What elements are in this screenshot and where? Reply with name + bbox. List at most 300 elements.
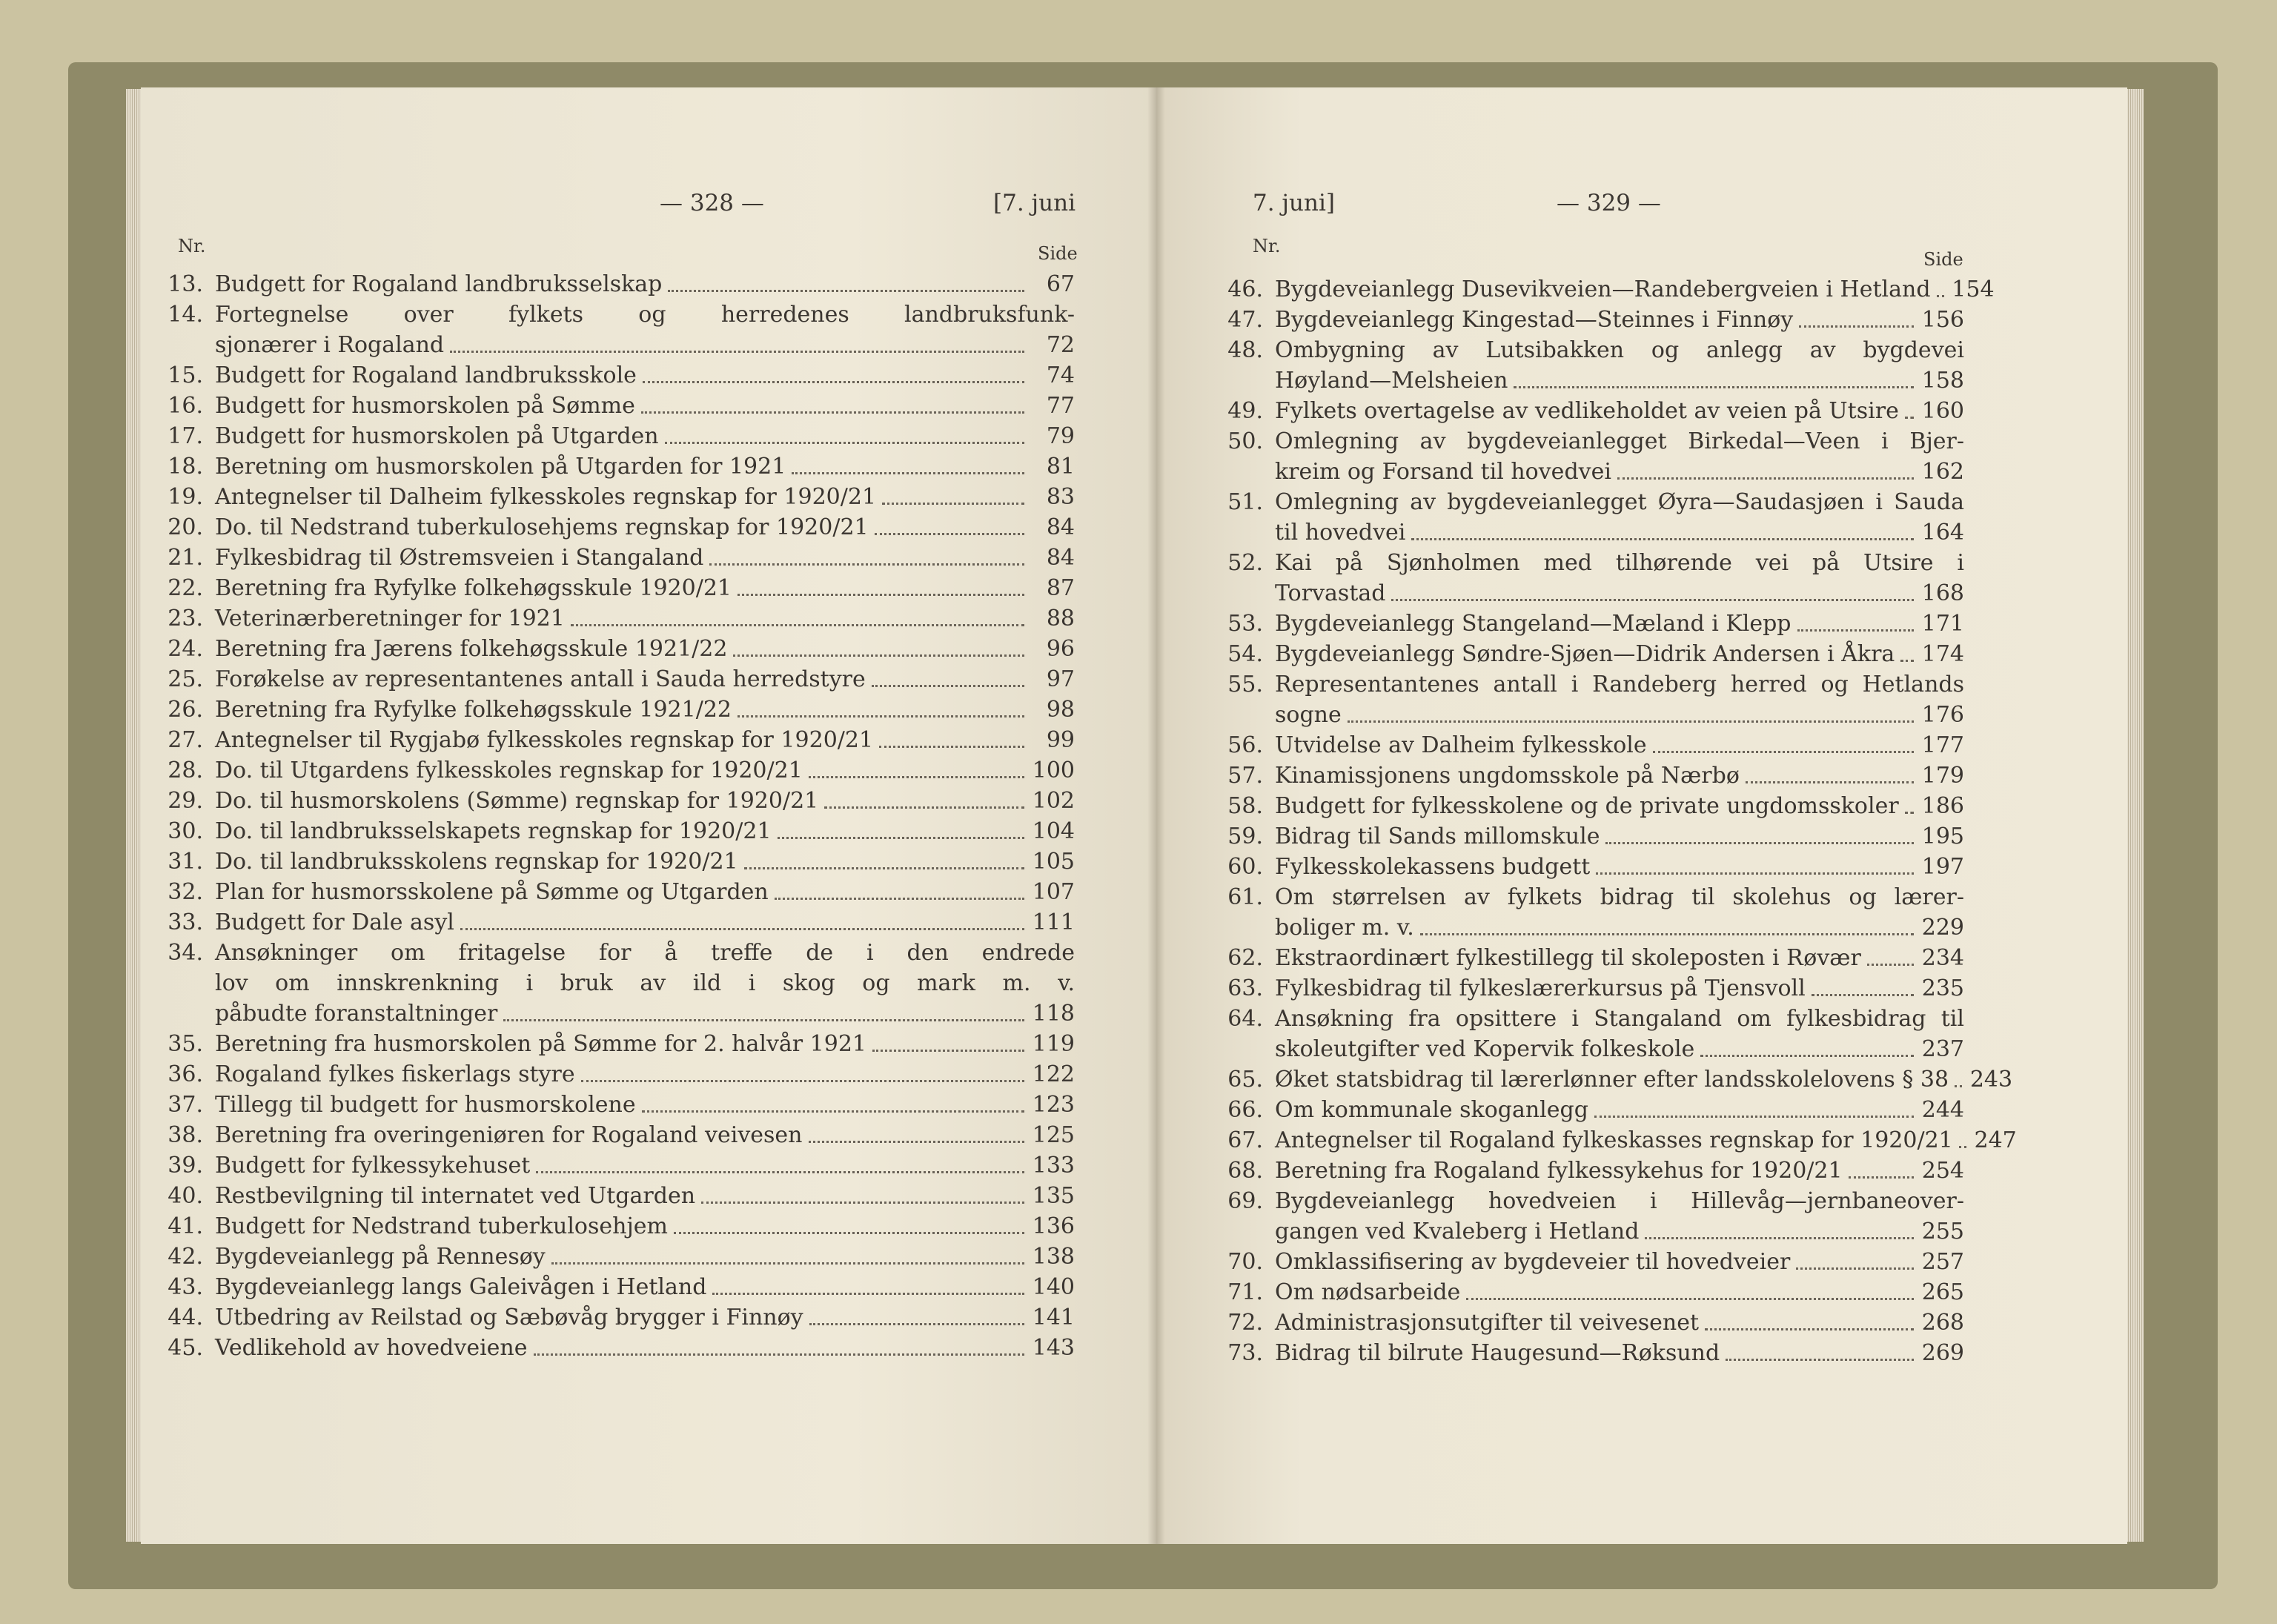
leader-dots: [882, 482, 1024, 505]
leader-dots: [744, 846, 1024, 869]
toc-entry-page: 164: [1921, 520, 1964, 546]
toc-entry-number: 20.: [168, 514, 203, 540]
toc-entry-title: Budgett for Nedstrand tuberkulosehjem: [215, 1213, 668, 1239]
toc-entry-title-line: Kai på Sjønholmen med tilhørende vei på Utsire i: [1275, 550, 1964, 576]
toc-entry: [156, 1029, 1075, 1059]
toc-entry-number: 70.: [1227, 1249, 1263, 1275]
toc-entry-page: 100: [1032, 758, 1075, 783]
toc-entry-number: 72.: [1227, 1310, 1263, 1336]
toc-entry-title: Beretning fra Ryfylke folkehøgsskule 1921/22: [215, 697, 732, 723]
leader-dots: [1726, 1338, 1914, 1361]
toc-entry-title: Budgett for husmorskolen på Utgarden: [215, 423, 659, 449]
toc-entry-number: 22.: [168, 575, 203, 601]
toc-entry: [156, 543, 1075, 573]
toc-entry-title: Beretning fra Ryfylke folkehøgsskule 1920/21: [215, 575, 732, 601]
toc-entry-title: Do. til Nedstrand tuberkulosehjems regnskap for 1920/21: [215, 514, 869, 540]
toc-entry: [156, 1181, 1075, 1211]
toc-entry-title: Bygdeveianlegg langs Galeivågen i Hetland: [215, 1274, 707, 1300]
toc-entry-title: påbudte foranstaltninger: [215, 1001, 498, 1027]
leader-dots: [809, 755, 1024, 778]
toc-entry: [1216, 274, 1995, 305]
right-col-side: Side: [1923, 249, 1963, 270]
left-toc-list: [156, 269, 1075, 1363]
toc-entry-number: 28.: [168, 758, 203, 783]
leader-dots: [738, 695, 1024, 717]
toc-entry-title: Om kommunale skoganlegg: [1275, 1097, 1588, 1123]
leader-dots: [872, 664, 1024, 687]
toc-entry: [1216, 760, 1964, 791]
toc-entry-page: 96: [1046, 636, 1075, 662]
toc-entry-number: 42.: [168, 1244, 203, 1270]
toc-entry-title: Budgett for fylkesskolene og de private ungdomsskoler: [1275, 793, 1899, 819]
toc-entry-title: Plan for husmorsskolene på Sømme og Utgarden: [215, 879, 769, 905]
toc-entry-page: 79: [1046, 423, 1075, 449]
leader-dots: [1605, 821, 1914, 844]
leader-dots: [503, 998, 1024, 1021]
toc-entry-page: 247: [1974, 1127, 2017, 1153]
toc-entry-title: Budgett for Rogaland landbruksselskap: [215, 271, 663, 297]
toc-entry-page: 141: [1032, 1305, 1075, 1330]
leader-dots: [1746, 760, 1914, 783]
toc-entry-page: 77: [1046, 393, 1075, 419]
toc-entry-page: 136: [1032, 1213, 1075, 1239]
toc-entry: [156, 816, 1075, 846]
toc-entry: [1216, 1186, 1964, 1247]
toc-entry: [1216, 1338, 1964, 1368]
toc-entry-number: 56.: [1227, 732, 1263, 758]
toc-entry-number: 38.: [168, 1122, 203, 1148]
right-page: [1156, 87, 2127, 1544]
leader-dots: [1849, 1156, 1914, 1179]
toc-entry-number: 49.: [1227, 398, 1263, 424]
toc-entry-number: 53.: [1227, 611, 1263, 637]
leader-dots: [450, 330, 1024, 353]
toc-entry: [156, 786, 1075, 816]
toc-entry: [1216, 335, 1964, 396]
toc-entry-title: Budgett for Rogaland landbruksskole: [215, 362, 637, 388]
toc-entry-title: Bygdeveianlegg Dusevikveien—Randebergveien i Hetland: [1275, 276, 1931, 302]
leader-dots: [665, 421, 1024, 444]
toc-entry: [1216, 396, 1964, 426]
leader-dots: [1594, 1095, 1914, 1118]
toc-entry: [1216, 1156, 1964, 1186]
toc-entry-number: 36.: [168, 1061, 203, 1087]
toc-entry-number: 30.: [168, 818, 203, 844]
toc-entry-number: 14.: [168, 302, 203, 328]
toc-entry-title-line: lov om innskrenkning i bruk av ild i skog og mark m. v.: [215, 970, 1075, 996]
toc-entry-title: Veterinærberetninger for 1921: [215, 606, 565, 632]
toc-entry-page: 98: [1046, 697, 1075, 723]
leader-dots: [1959, 1125, 1966, 1148]
toc-entry-page: 102: [1032, 788, 1075, 814]
toc-entry-title: Fylkesskolekassens budgett: [1275, 854, 1591, 880]
leader-dots: [1514, 365, 1914, 388]
leader-dots: [872, 1029, 1024, 1052]
toc-entry-title: Beretning fra Rogaland fylkessykehus for 1920/21: [1275, 1158, 1843, 1184]
toc-entry: [156, 1150, 1075, 1181]
toc-entry-number: 71.: [1227, 1279, 1263, 1305]
toc-entry: [1216, 669, 1964, 730]
leader-dots: [809, 1302, 1024, 1325]
toc-entry-page: 244: [1921, 1097, 1964, 1123]
toc-entry-number: 40.: [168, 1183, 203, 1209]
leader-dots: [1867, 943, 1914, 966]
toc-entry-number: 16.: [168, 393, 203, 419]
toc-entry-title: Utbedring av Reilstad og Sæbøvåg brygger i Finnøy: [215, 1305, 803, 1330]
toc-entry: [156, 755, 1075, 786]
right-toc-list: [1216, 274, 2017, 1368]
toc-entry-title-line: Ansøkninger om fritagelse for å treffe de i den endrede: [215, 940, 1075, 966]
toc-entry-page: 83: [1046, 484, 1075, 510]
toc-entry-title-line: Ansøkning fra opsittere i Stangaland om fylkesbidrag til: [1275, 1006, 1964, 1032]
toc-entry-title: Do. til Utgardens fylkesskoles regnskap for 1920/21: [215, 758, 803, 783]
toc-entry-number: 61.: [1227, 884, 1263, 910]
toc-entry-page: 229: [1921, 915, 1964, 941]
toc-entry: [156, 1059, 1075, 1090]
toc-entry-page: 67: [1046, 271, 1075, 297]
leader-dots: [778, 816, 1024, 839]
toc-entry-page: 87: [1046, 575, 1075, 601]
book-gutter: [1147, 87, 1165, 1544]
toc-entry-page: 156: [1921, 307, 1964, 333]
toc-entry-title: Antegnelser til Rygjabø fylkesskoles regnskap for 1920/21: [215, 727, 874, 753]
toc-entry-number: 37.: [168, 1092, 203, 1118]
toc-entry-page: 138: [1032, 1244, 1075, 1270]
toc-entry-title: Tillegg til budgett for husmorskolene: [215, 1092, 636, 1118]
toc-entry-number: 46.: [1227, 276, 1263, 302]
leader-dots: [1937, 274, 1944, 297]
toc-entry-page: 84: [1046, 545, 1075, 571]
toc-entry-number: 39.: [168, 1153, 203, 1179]
toc-entry-page: 140: [1032, 1274, 1075, 1300]
leader-dots: [536, 1150, 1024, 1173]
toc-entry-number: 65.: [1227, 1067, 1263, 1093]
toc-entry: [156, 907, 1075, 938]
toc-entry-number: 35.: [168, 1031, 203, 1057]
left-col-side: Side: [1038, 243, 1078, 264]
toc-entry-title: Fylkesbidrag til Østremsveien i Stangaland: [215, 545, 704, 571]
toc-entry-number: 50.: [1227, 428, 1263, 454]
toc-entry-number: 48.: [1227, 337, 1263, 363]
toc-entry-number: 27.: [168, 727, 203, 753]
toc-entry-number: 32.: [168, 879, 203, 905]
leader-dots: [1955, 1064, 1962, 1087]
toc-entry-title: Forøkelse av representantenes antall i Sauda herredstyre: [215, 666, 866, 692]
toc-entry: [1216, 1308, 1964, 1338]
toc-entry-title: Utvidelse av Dalheim fylkesskole: [1275, 732, 1647, 758]
toc-entry: [156, 938, 1075, 1029]
leader-dots: [643, 360, 1024, 383]
toc-entry-title-line: Ombygning av Lutsibakken og anlegg av bygdevei: [1275, 337, 1964, 363]
toc-entry: [1216, 426, 1964, 487]
toc-entry-title-line: Omlegning av bygdeveianlegget Øyra—Saudasjøen i Sauda: [1275, 489, 1964, 515]
toc-entry-page: 143: [1032, 1335, 1075, 1361]
toc-entry: [156, 695, 1075, 725]
toc-entry-page: 160: [1921, 398, 1964, 424]
toc-entry-page: 122: [1032, 1061, 1075, 1087]
toc-entry-title-line: Om størrelsen av fylkets bidrag til skolehus og lærer-: [1275, 884, 1964, 910]
toc-entry-title: Bygdeveianlegg på Rennesøy: [215, 1244, 546, 1270]
toc-entry-number: 13.: [168, 271, 203, 297]
toc-entry-number: 24.: [168, 636, 203, 662]
toc-entry: [1216, 609, 1964, 639]
toc-entry-number: 63.: [1227, 975, 1263, 1001]
toc-entry-number: 23.: [168, 606, 203, 632]
toc-entry-number: 66.: [1227, 1097, 1263, 1123]
toc-entry-page: 268: [1921, 1310, 1964, 1336]
toc-entry-page: 254: [1921, 1158, 1964, 1184]
toc-entry-number: 19.: [168, 484, 203, 510]
left-page: [141, 87, 1156, 1544]
toc-entry-page: 255: [1921, 1219, 1964, 1244]
toc-entry: [156, 725, 1075, 755]
toc-entry: [156, 482, 1075, 512]
toc-entry-number: 47.: [1227, 307, 1263, 333]
toc-entry-page: 104: [1032, 818, 1075, 844]
toc-entry-number: 57.: [1227, 763, 1263, 789]
toc-entry-page: 234: [1921, 945, 1964, 971]
leader-dots: [571, 603, 1024, 626]
toc-entry: [1216, 639, 1964, 669]
toc-entry-page: 158: [1921, 368, 1964, 394]
toc-entry-page: 179: [1921, 763, 1964, 789]
toc-entry-number: 64.: [1227, 1006, 1263, 1032]
toc-entry: [1216, 1004, 1964, 1064]
leader-dots: [642, 1090, 1024, 1113]
toc-entry-number: 15.: [168, 362, 203, 388]
leader-dots: [581, 1059, 1024, 1082]
toc-entry: [156, 634, 1075, 664]
toc-entry-title: Bidrag til bilrute Haugesund—Røksund: [1275, 1340, 1720, 1366]
toc-entry-page: 74: [1046, 362, 1075, 388]
toc-entry-title: Torvastad: [1275, 580, 1386, 606]
toc-entry-page: 243: [1969, 1067, 2013, 1093]
leader-dots: [1466, 1277, 1914, 1300]
leader-dots: [1705, 1308, 1914, 1330]
leader-dots: [460, 907, 1024, 930]
toc-entry-title: Bygdeveianlegg Søndre-Sjøen—Didrik Andersen i Åkra: [1275, 641, 1895, 667]
toc-entry-title: kreim og Forsand til hovedvei: [1275, 459, 1611, 485]
toc-entry-number: 45.: [168, 1335, 203, 1361]
leader-dots: [1799, 305, 1914, 328]
toc-entry-page: 111: [1032, 909, 1075, 935]
toc-entry: [156, 391, 1075, 421]
leader-dots: [1617, 457, 1914, 480]
toc-entry-title: gangen ved Kvaleberg i Hetland: [1275, 1219, 1640, 1244]
toc-entry-title: Beretning om husmorskolen på Utgarden for 1921: [215, 454, 786, 480]
toc-entry-number: 26.: [168, 697, 203, 723]
toc-entry: [1216, 1064, 2013, 1095]
toc-entry: [1216, 305, 1964, 335]
toc-entry-title: Antegnelser til Rogaland fylkeskasses regnskap for 1920/21: [1275, 1127, 1953, 1153]
leader-dots: [1905, 396, 1914, 419]
toc-entry-title: Beretning fra overingeniøren for Rogaland veivesen: [215, 1122, 803, 1148]
leader-dots: [809, 1120, 1025, 1143]
toc-entry: [156, 269, 1075, 299]
leader-dots: [733, 634, 1024, 657]
leader-dots: [668, 269, 1024, 292]
toc-entry-title-line: Fortegnelse over fylkets og herredenes landbruksfunk-: [215, 302, 1075, 328]
toc-entry: [156, 360, 1075, 391]
toc-entry: [156, 1302, 1075, 1333]
toc-entry-number: 62.: [1227, 945, 1263, 971]
toc-entry-page: 237: [1921, 1036, 1964, 1062]
toc-entry: [1216, 730, 1964, 760]
leader-dots: [1391, 578, 1914, 601]
toc-entry-number: 51.: [1227, 489, 1263, 515]
toc-entry: [1216, 487, 1964, 548]
right-page-date: 7. juni]: [1253, 190, 1335, 216]
toc-entry-title: Antegnelser til Dalheim fylkesskoles regnskap for 1920/21: [215, 484, 877, 510]
toc-entry-page: 197: [1921, 854, 1964, 880]
leader-dots: [701, 1181, 1024, 1204]
leader-dots: [738, 573, 1024, 596]
toc-entry-page: 88: [1046, 606, 1075, 632]
toc-entry-title: boliger m. v.: [1275, 915, 1414, 941]
toc-entry: [1216, 1125, 2017, 1156]
leader-dots: [712, 1272, 1024, 1295]
toc-entry: [156, 1242, 1075, 1272]
toc-entry-page: 125: [1032, 1122, 1075, 1148]
toc-entry: [156, 512, 1075, 543]
leader-dots: [1653, 730, 1914, 753]
leader-dots: [1796, 1247, 1914, 1270]
toc-entry-title: Kinamissjonens ungdomsskole på Nærbø: [1275, 763, 1740, 789]
toc-entry: [1216, 821, 1964, 852]
toc-entry-number: 25.: [168, 666, 203, 692]
toc-entry-title: Do. til husmorskolens (Sømme) regnskap for 1920/21: [215, 788, 819, 814]
toc-entry-page: 177: [1921, 732, 1964, 758]
toc-entry: [1216, 1277, 1964, 1308]
toc-entry-title-line: Representantenes antall i Randeberg herred og Hetlands: [1275, 672, 1964, 697]
toc-entry: [156, 451, 1075, 482]
toc-entry-title: Vedlikehold av hovedveiene: [215, 1335, 528, 1361]
toc-entry-number: 60.: [1227, 854, 1263, 880]
toc-entry-page: 265: [1921, 1279, 1964, 1305]
leader-dots: [1905, 791, 1914, 814]
leader-dots: [792, 451, 1024, 474]
toc-entry-page: 174: [1921, 641, 1964, 667]
toc-entry-number: 31.: [168, 849, 203, 875]
toc-entry-title: Øket statsbidrag til lærerlønner efter landsskolelovens § 38: [1275, 1067, 1949, 1093]
toc-entry-page: 118: [1032, 1001, 1075, 1027]
toc-entry-title: Restbevilgning til internatet ved Utgarden: [215, 1183, 696, 1209]
toc-entry: [1216, 882, 1964, 943]
toc-entry-title: Do. til landbruksskolens regnskap for 1920/21: [215, 849, 738, 875]
toc-entry-number: 44.: [168, 1305, 203, 1330]
toc-entry-title: skoleutgifter ved Kopervik folkeskole: [1275, 1036, 1695, 1062]
left-page-date: [7. juni: [993, 190, 1075, 216]
toc-entry-title: sjonærer i Rogaland: [215, 332, 445, 358]
toc-entry-number: 41.: [168, 1213, 203, 1239]
toc-entry: [1216, 548, 1964, 609]
leader-dots: [709, 543, 1024, 566]
toc-entry-title: Do. til landbruksselskapets regnskap for 1920/21: [215, 818, 772, 844]
toc-entry: [156, 1211, 1075, 1242]
toc-entry: [156, 1272, 1075, 1302]
toc-entry-page: 72: [1046, 332, 1075, 358]
toc-entry-title: Høyland—Melsheien: [1275, 368, 1508, 394]
leader-dots: [534, 1333, 1025, 1356]
toc-entry-title: Beretning fra husmorskolen på Sømme for 2. halvår 1921: [215, 1031, 867, 1057]
toc-entry-number: 58.: [1227, 793, 1263, 819]
toc-entry-number: 59.: [1227, 823, 1263, 849]
toc-entry-page: 105: [1032, 849, 1075, 875]
toc-entry-number: 68.: [1227, 1158, 1263, 1184]
toc-entry-title: til hovedvei: [1275, 520, 1406, 546]
toc-entry: [156, 1333, 1075, 1363]
leader-dots: [641, 391, 1024, 414]
toc-entry-number: 29.: [168, 788, 203, 814]
leader-dots: [1348, 700, 1914, 723]
toc-entry-title: Fylkesbidrag til fylkeslærerkursus på Tjensvoll: [1275, 975, 1806, 1001]
toc-entry-page: 257: [1921, 1249, 1964, 1275]
toc-entry-page: 269: [1921, 1340, 1964, 1366]
toc-entry-title: Bidrag til Sands millomskule: [1275, 823, 1600, 849]
leader-dots: [1596, 852, 1914, 875]
toc-entry-title-line: Omlegning av bygdeveianlegget Birkedal—Veen i Bjer-: [1275, 428, 1964, 454]
toc-entry-title: Bygdeveianlegg Stangeland—Mæland i Klepp: [1275, 611, 1792, 637]
toc-entry-number: 69.: [1227, 1188, 1263, 1214]
toc-entry: [1216, 791, 1964, 821]
toc-entry-number: 67.: [1227, 1127, 1263, 1153]
toc-entry-title: sogne: [1275, 702, 1342, 728]
toc-entry-title: Ekstraordinært fylkestillegg til skoleposten i Røvær: [1275, 945, 1861, 971]
toc-entry-page: 84: [1046, 514, 1075, 540]
toc-entry: [156, 421, 1075, 451]
leader-dots: [674, 1211, 1024, 1234]
leader-dots: [1797, 609, 1915, 632]
left-page-number: — 328 —: [660, 190, 764, 216]
toc-entry-page: 195: [1921, 823, 1964, 849]
toc-entry-title: Bygdeveianlegg Kingestad—Steinnes i Finnøy: [1275, 307, 1794, 333]
toc-entry: [156, 1090, 1075, 1120]
toc-entry-page: 123: [1032, 1092, 1075, 1118]
toc-entry: [1216, 943, 1964, 973]
toc-entry-title: Rogaland fylkes fiskerlags styre: [215, 1061, 575, 1087]
toc-entry: [1216, 1095, 1964, 1125]
leader-dots: [875, 512, 1024, 535]
toc-entry-number: 43.: [168, 1274, 203, 1300]
toc-entry-page: 186: [1921, 793, 1964, 819]
toc-entry-title-line: Bygdeveianlegg hovedveien i Hillevåg—jernbaneover-: [1275, 1188, 1964, 1214]
toc-entry-number: 17.: [168, 423, 203, 449]
leader-dots: [551, 1242, 1024, 1265]
toc-entry-number: 54.: [1227, 641, 1263, 667]
toc-entry-page: 135: [1032, 1183, 1075, 1209]
toc-entry-number: 33.: [168, 909, 203, 935]
page-edges-left: [126, 89, 142, 1542]
toc-entry-page: 168: [1921, 580, 1964, 606]
toc-entry: [156, 664, 1075, 695]
toc-entry: [1216, 973, 1964, 1004]
toc-entry-title: Budgett for husmorskolen på Sømme: [215, 393, 635, 419]
toc-entry-page: 81: [1046, 454, 1075, 480]
toc-entry-page: 176: [1921, 702, 1964, 728]
toc-entry-page: 119: [1032, 1031, 1075, 1057]
toc-entry-title: Budgett for fylkessykehuset: [215, 1153, 531, 1179]
toc-entry-title: Administrasjonsutgifter til veivesenet: [1275, 1310, 1700, 1336]
toc-entry-number: 55.: [1227, 672, 1263, 697]
toc-entry-page: 107: [1032, 879, 1075, 905]
leader-dots: [1645, 1216, 1914, 1239]
toc-entry: [1216, 852, 1964, 882]
leader-dots: [1411, 517, 1914, 540]
leader-dots: [775, 877, 1024, 900]
leader-dots: [1420, 912, 1914, 935]
toc-entry-title: Budgett for Dale asyl: [215, 909, 454, 935]
leader-dots: [1700, 1034, 1914, 1057]
